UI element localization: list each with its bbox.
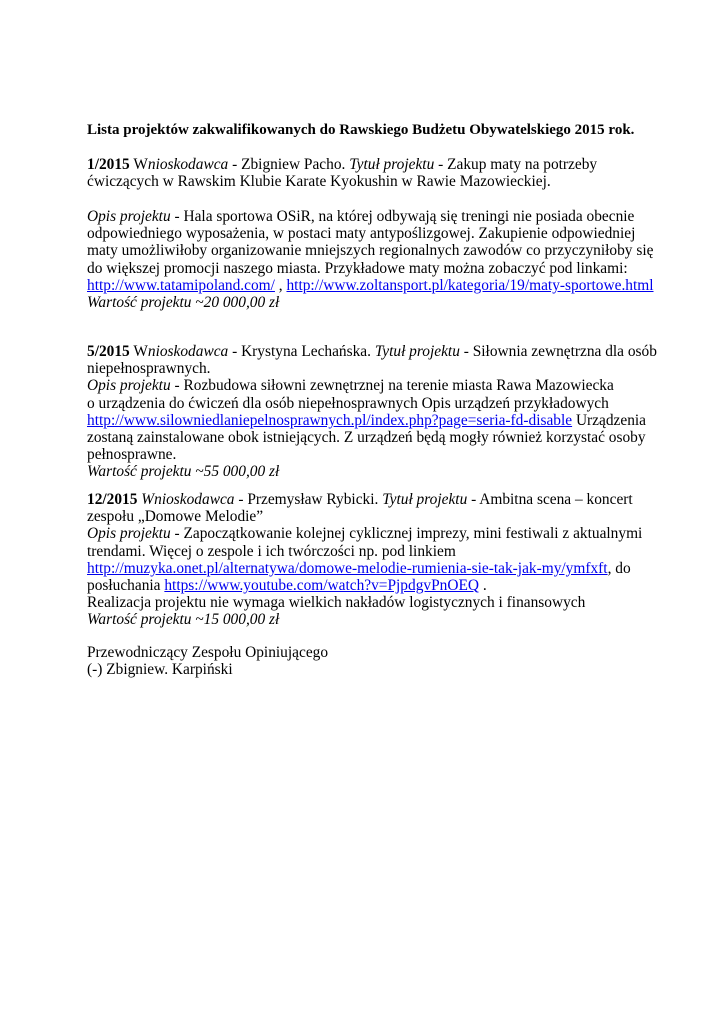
applicant-label: nioskodawca [147, 343, 229, 360]
applicant-label: Wnioskodawca [137, 491, 235, 508]
project-entry [87, 343, 707, 481]
link-separator: , [274, 276, 287, 294]
signature-role: Przewodniczący Zespołu Opiniującego [87, 644, 329, 661]
project-value: Wartość projektu ~15 000,00 zł [87, 611, 280, 629]
description-text: do większej promocji naszego miasta. Przykładowe maty można zobaczyć pod linkami: [87, 259, 628, 277]
link-zoltansport[interactable]: http://www.zoltansport.pl/kategoria/19/maty-sportowe.html [286, 276, 654, 294]
applicant-prefix: W [129, 156, 148, 173]
title-text-cont: niepełnosprawnych. [87, 360, 211, 378]
link-silownie[interactable]: http://www.silowniedlaniepelnosprawnych.pl/index.php?page=seria-fd-disable [87, 411, 573, 429]
document-title-block [87, 122, 707, 139]
applicant-name: - Przemysław Rybicki. [234, 491, 383, 508]
description-text: Urządzenia [572, 411, 647, 429]
project-entry [87, 156, 707, 190]
description-text: maty umożliwiłoby organizowanie mniejszych regionalnych zawodów co przyczyniłoby się [87, 242, 654, 260]
title-label: Tytuł projektu [349, 156, 435, 173]
title-text-cont: zespołu „Domowe Melodie” [87, 508, 264, 526]
signature-name: (-) Zbigniew. Karpiński [87, 661, 233, 679]
description-text: Realizacja projektu nie wymaga wielkich nakładów logistycznych i finansowych [87, 594, 586, 612]
description-label: Opis projektu [87, 208, 171, 225]
project-value: Wartość projektu ~20 000,00 zł [87, 294, 280, 312]
description-text: posłuchania [87, 577, 165, 595]
project-value: Wartość projektu ~55 000,00 zł [87, 463, 280, 481]
description-text: trendami. Więcej o zespole i ich twórczości np. pod linkiem [87, 542, 456, 560]
applicant-name: - Zbigniew Pacho. [228, 156, 350, 173]
title-text: - Zakup maty na potrzeby [434, 156, 598, 173]
title-label: Tytuł projektu [374, 343, 460, 360]
description-text: zostaną zainstalowane obok istniejących. Z urządzeń będą mogły również korzystać osoby [87, 429, 646, 447]
document-title: Lista projektów zakwalifikowanych do Rawskiego Budżetu Obywatelskiego 2015 rok. [87, 122, 635, 138]
description-label: Opis projektu [87, 377, 171, 395]
description-text: pełnosprawne. [87, 446, 177, 464]
description-label: Opis projektu [87, 525, 171, 543]
link-youtube[interactable]: https://www.youtube.com/watch?v=PjpdgvPnOEQ [164, 577, 479, 595]
title-label: Tytuł projektu [382, 491, 468, 508]
description-text: odpowiedniego wyposażenia, w postaci maty antypoślizgowej. Zakupienie odpowiedniej [87, 225, 636, 243]
project-number: 12/2015 [87, 491, 138, 508]
signature-block [87, 644, 707, 678]
project-entry [87, 491, 707, 629]
applicant-name: - Krystyna Lechańska. [228, 343, 375, 360]
project-number: 1/2015 [87, 156, 130, 173]
title-text: - Siłownia zewnętrzna dla osób [459, 343, 657, 360]
project-description [87, 208, 707, 311]
description-text: o urządzenia do ćwiczeń dla osób niepełnosprawnych Opis urządzeń przykładowych [87, 394, 609, 412]
title-text-cont: ćwiczących w Rawskim Klubie Karate Kyokushin w Rawie Mazowieckiej. [87, 173, 551, 191]
description-text: . [478, 577, 487, 595]
description-text: - Hala sportowa OSiR, na której odbywają się treningi nie posiada obecnie [170, 208, 635, 225]
description-text: - Zapoczątkowanie kolejnej cyklicznej imprezy, mini festiwali z aktualnymi [170, 525, 643, 543]
description-text: - Rozbudowa siłowni zewnętrznej na terenie miasta Rawa Mazowiecka [170, 377, 614, 395]
link-onet-muzyka[interactable]: http://muzyka.onet.pl/alternatywa/domowe-melodie-rumienia-sie-tak-jak-my/ymfxft [87, 559, 608, 577]
applicant-prefix: W [129, 343, 148, 360]
applicant-label: nioskodawca [147, 156, 229, 173]
project-number: 5/2015 [87, 343, 130, 360]
description-text: , do [607, 559, 631, 577]
title-text: - Ambitna scena – koncert [467, 491, 633, 508]
link-tatamipoland[interactable]: http://www.tatamipoland.com/ [87, 276, 275, 294]
